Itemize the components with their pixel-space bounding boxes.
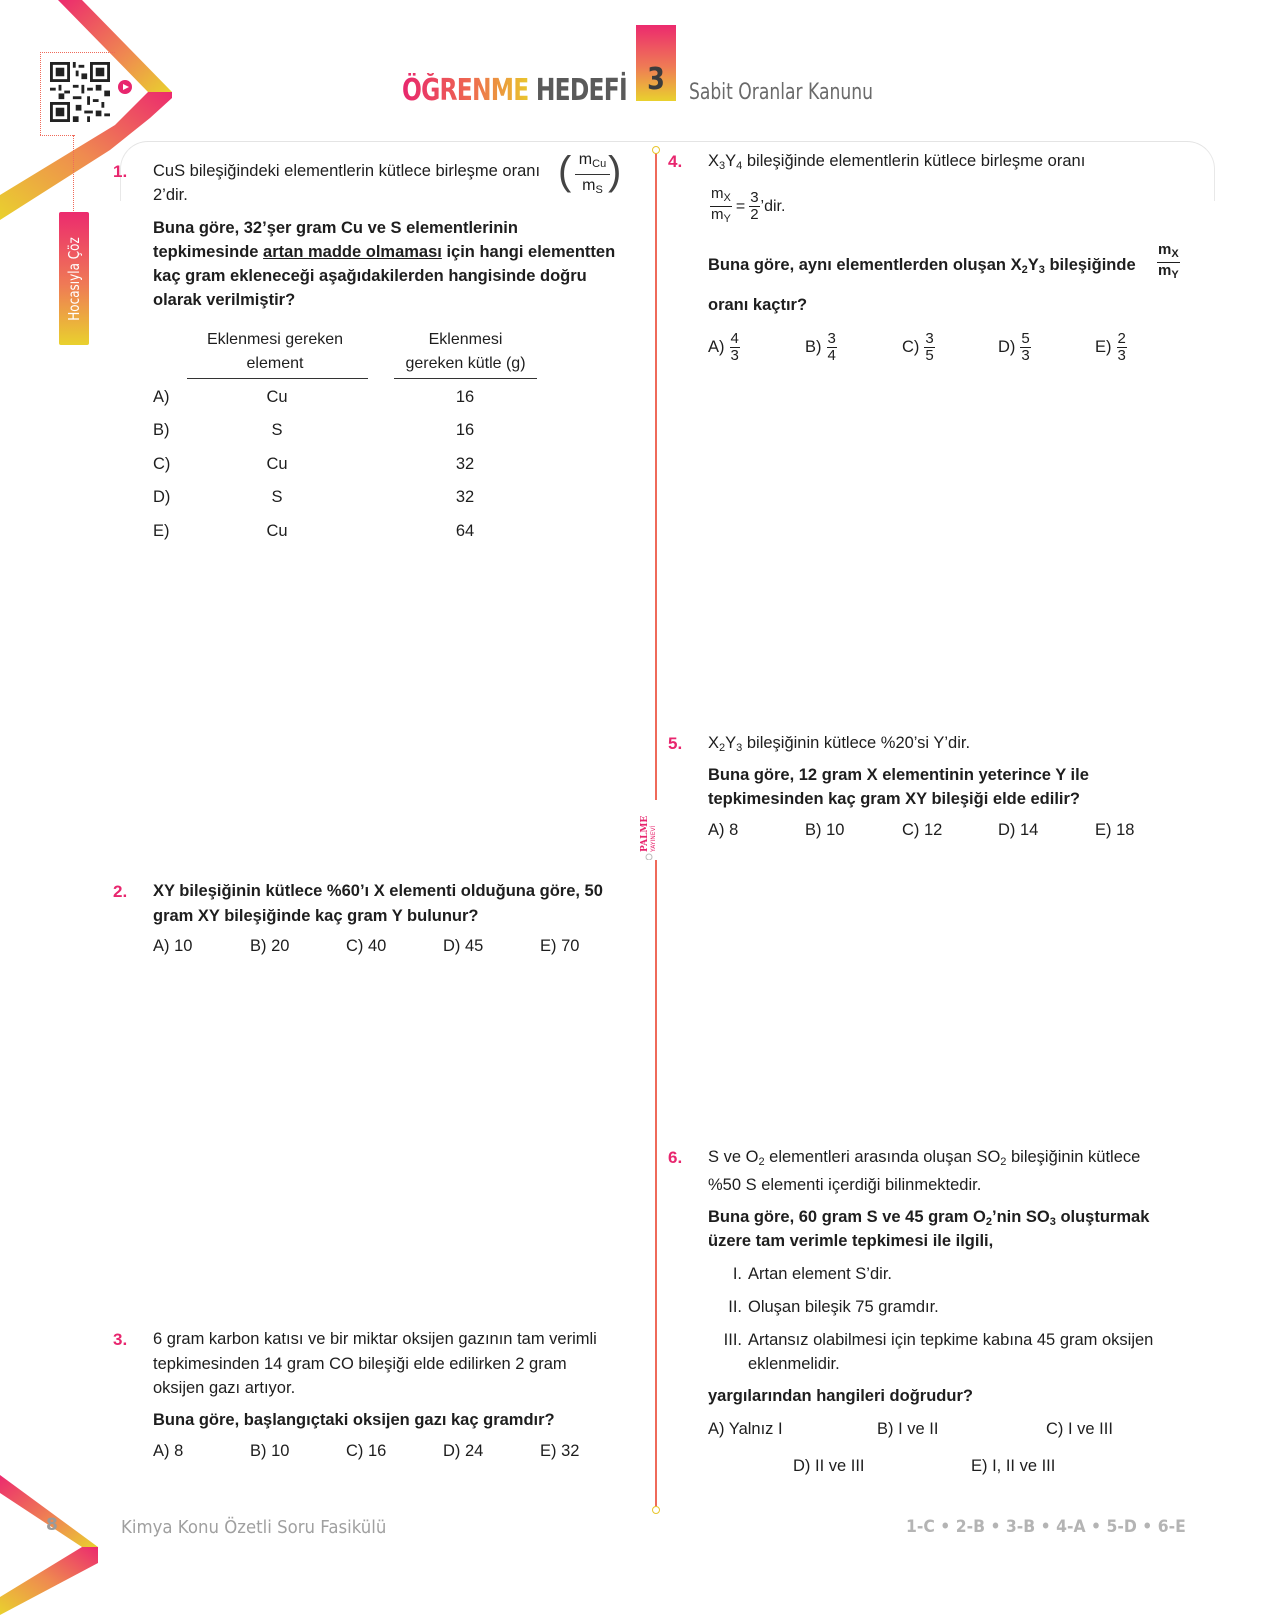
q3-line1: 6 gram karbon katısı ve bir miktar oksijen gazının tam verimli <box>153 1330 597 1348</box>
option-den: 5 <box>925 347 934 364</box>
option-num: 2 <box>1117 330 1126 347</box>
answer-option[interactable] <box>998 331 1031 364</box>
answer-option[interactable]: B) I ve II <box>877 1420 939 1438</box>
q4-prompt-b: bileşiğinde <box>1044 256 1136 274</box>
answer-option[interactable]: C) 12 <box>902 821 943 839</box>
option-num: 3 <box>925 330 934 347</box>
q3-line2: tepkimesinden 14 gram CO bileşiği elde edilirken 2 gram <box>153 1355 567 1373</box>
q4-prompt-a: Buna göre, aynı elementlerden oluşan X <box>708 256 1022 274</box>
option-element: Cu <box>266 455 288 473</box>
value-num: 3 <box>750 189 759 206</box>
q4-prompt-y-sub: 3 <box>1038 264 1045 276</box>
publisher-logo <box>638 800 660 860</box>
table-header-rule <box>394 378 537 379</box>
q5-x: X <box>708 734 720 752</box>
answer-option[interactable]: E) 18 <box>1095 821 1135 839</box>
answer-option[interactable]: A) 8 <box>708 821 739 839</box>
q4-prompt-y: Y <box>1027 256 1039 274</box>
answer-key: 1-C • 2-B • 3-B • 4-A • 5-D • 6-E <box>906 1517 1186 1537</box>
option-label: C) <box>153 455 171 473</box>
option-mass: 64 <box>455 522 475 540</box>
answer-option[interactable]: D) 24 <box>443 1442 484 1460</box>
side-tab-label: Hocasıyla Çöz <box>65 236 83 321</box>
answer-option[interactable]: E) 32 <box>540 1442 580 1460</box>
option-mass: 32 <box>455 488 475 506</box>
answer-option[interactable]: C) 16 <box>346 1442 387 1460</box>
option-den: 3 <box>1117 347 1126 364</box>
q2-prompt-l2: gram XY bileşiğinde kaç gram Y bulunur? <box>153 907 479 925</box>
q6-line2: %50 S elementi içerdiği bilinmektedir. <box>708 1176 982 1194</box>
qr-code-icon[interactable] <box>50 62 110 122</box>
qr-frame-bottom <box>40 135 75 136</box>
answer-option[interactable]: B) 10 <box>250 1442 290 1460</box>
answer-option[interactable]: A) 10 <box>153 937 193 955</box>
answer-option[interactable]: C) I ve III <box>1046 1420 1113 1438</box>
q5-y-sub: 3 <box>736 742 743 754</box>
option-label: E) <box>153 522 170 540</box>
q6-l1-sub1: 2 <box>758 1156 765 1168</box>
q4-value <box>749 190 759 223</box>
q6-line1 <box>708 1145 1140 1175</box>
ratio-num: m <box>1158 241 1172 258</box>
table-header-rule <box>187 378 368 379</box>
option-element: S <box>271 421 283 439</box>
option-num: 4 <box>730 330 739 347</box>
option-num: 5 <box>1021 330 1030 347</box>
q3-line3: oksijen gazı artıyor. <box>153 1379 296 1397</box>
answer-option[interactable]: C) 40 <box>346 937 387 955</box>
q1-line1 <box>153 159 540 184</box>
q4-line1 <box>708 149 1085 179</box>
q1-line2: 2’dir. <box>153 186 188 204</box>
q5-prompt-l2: tepkimesinden kaç gram XY bileşiği elde edilir? <box>708 790 1080 808</box>
ratio-den-sub: Y <box>1171 269 1179 281</box>
ratio-num: m <box>578 151 593 168</box>
ratio-den: m <box>711 206 724 223</box>
col2-line2: gereken kütle (g) <box>405 355 526 372</box>
q1-prompt-l2b: için hangi elementten <box>441 243 616 261</box>
q6-closing: yargılarından hangileri doğrudur? <box>708 1387 973 1405</box>
q5-line1 <box>708 731 970 761</box>
q5-line1-rest: bileşiğinin kütlece %20’si Y’dir. <box>742 734 971 752</box>
title-part2: HEDEFİ <box>535 73 627 108</box>
option-den: 3 <box>1021 347 1030 364</box>
solve-with-teacher-tab[interactable] <box>59 212 89 345</box>
q1-paren-left: ( <box>558 149 572 193</box>
answer-option[interactable]: D) II ve III <box>793 1457 865 1475</box>
q6-p-sub2: 3 <box>1049 1216 1056 1228</box>
question-number: 1. <box>113 162 128 181</box>
option-label: E) <box>1095 338 1112 356</box>
answer-option[interactable]: B) 10 <box>805 821 845 839</box>
q3-prompt: Buna göre, başlangıçtaki oksijen gazı kaç gramdır? <box>153 1411 555 1429</box>
answer-option[interactable] <box>1095 331 1127 364</box>
qr-connector-line <box>73 135 74 213</box>
statement-text-cont: eklenmelidir. <box>748 1355 840 1373</box>
objective-number: 3 <box>647 62 665 97</box>
statement-text: Oluşan bileşik 75 gramdır. <box>748 1298 939 1316</box>
q4-prompt-l1 <box>708 253 1136 283</box>
q4-mass-ratio <box>710 186 732 227</box>
answer-option[interactable] <box>805 331 837 364</box>
table-header-mass <box>393 328 538 376</box>
q6-l1-b: elementleri arasında oluşan SO <box>764 1148 1001 1166</box>
option-den: 3 <box>730 347 739 364</box>
q6-p-sub1: 2 <box>985 1216 992 1228</box>
q4-suffix: ’dir. <box>760 197 786 215</box>
option-den: 4 <box>827 347 836 364</box>
option-label: D) <box>153 488 171 506</box>
q4-y: Y <box>725 152 737 170</box>
answer-option[interactable] <box>708 331 740 364</box>
col2-line1: Eklenmesi <box>428 331 503 348</box>
q4-prompt-l2: oranı kaçtır? <box>708 296 808 314</box>
book-title: Kimya Konu Özetli Soru Fasikülü <box>121 1517 387 1538</box>
answer-option[interactable]: A) 8 <box>153 1442 184 1460</box>
answer-option[interactable]: B) 20 <box>250 937 290 955</box>
ratio-num-sub: X <box>723 192 731 204</box>
svg-text:PALME: PALME <box>640 815 650 852</box>
answer-option[interactable]: E) I, II ve III <box>971 1457 1056 1475</box>
q5-prompt-l1: Buna göre, 12 gram X elementinin yeterince Y ile <box>708 766 1089 784</box>
q1-ratio <box>575 150 610 201</box>
ratio-den-sub: Y <box>723 213 731 225</box>
q1-prompt-l2 <box>153 240 615 265</box>
col1-line1: Eklenmesi gereken <box>206 331 344 348</box>
q1-prompt-l1: Buna göre, 32’şer gram Cu ve S elementlerinin <box>153 219 518 237</box>
answer-option[interactable]: D) 14 <box>998 821 1039 839</box>
question-number: 2. <box>113 882 128 901</box>
statement-roman: III. <box>723 1331 742 1349</box>
option-num: 3 <box>827 330 836 347</box>
question-number: 6. <box>668 1148 683 1167</box>
q6-p-c: oluşturmak <box>1055 1208 1150 1226</box>
value-den: 2 <box>750 206 759 223</box>
ratio-den: m <box>582 177 596 194</box>
q4-y-sub: 4 <box>736 160 743 172</box>
divider-top-dot <box>652 146 660 154</box>
statement-roman: I. <box>732 1265 742 1283</box>
option-element: Cu <box>266 388 288 406</box>
title-part1: ÖĞRENME <box>402 73 529 108</box>
q1-stem-text: CuS bileşiğindeki elementlerin kütlece birleşme oranı <box>153 162 541 180</box>
q6-l1-sub2: 2 <box>1000 1156 1007 1168</box>
option-element: S <box>271 488 283 506</box>
q1-prompt-underlined: artan madde olmaması <box>263 243 442 261</box>
option-label: B) <box>805 338 822 356</box>
option-label: A) <box>708 338 725 356</box>
col1-line2: element <box>246 355 304 372</box>
answer-option[interactable]: A) Yalnız I <box>708 1420 783 1438</box>
q1-prompt-l4: olarak verilmiştir? <box>153 291 296 309</box>
page-number: 8 <box>46 1515 58 1535</box>
answer-option[interactable]: E) 70 <box>540 937 580 955</box>
q5-x-sub: 2 <box>719 742 726 754</box>
q4-x-sub: 3 <box>719 160 726 172</box>
question-number: 4. <box>668 152 683 171</box>
q4-prompt-x-sub: 2 <box>1021 264 1028 276</box>
statement-text: Artan element S’dir. <box>748 1265 892 1283</box>
ratio-num: m <box>711 185 724 202</box>
q4-ratio-equation <box>710 186 785 227</box>
q4-line1-rest: bileşiğinde elementlerin kütlece birleşme oranı <box>742 152 1086 170</box>
option-label: A) <box>153 388 170 406</box>
q6-l1-c: bileşiğinin kütlece <box>1006 1148 1141 1166</box>
q1-prompt-l3: kaç gram ekleneceği aşağıdakilerden hangisinde doğru <box>153 267 587 285</box>
option-mass: 16 <box>455 388 475 406</box>
q6-p-b: ’nin SO <box>991 1208 1050 1226</box>
answer-option[interactable] <box>902 331 935 364</box>
option-label: B) <box>153 421 170 439</box>
answer-option[interactable]: D) 45 <box>443 937 484 955</box>
question-number: 3. <box>113 1330 128 1349</box>
statement-roman: II. <box>728 1298 742 1316</box>
question-number: 5. <box>668 734 683 753</box>
table-header-element <box>185 328 365 376</box>
objective-number-badge <box>636 25 676 101</box>
q2-prompt-l1: XY bileşiğinin kütlece %60’ı X elementi olduğuna göre, 50 <box>153 882 603 900</box>
q6-prompt-l2: üzere tam verimle tepkimesi ile ilgili, <box>708 1232 994 1250</box>
option-mass: 32 <box>455 455 475 473</box>
divider-bottom-dot <box>652 1506 660 1514</box>
ratio-den-sub: S <box>595 184 603 196</box>
option-label: C) <box>902 338 920 356</box>
option-element: Cu <box>266 522 288 540</box>
q6-p-a: Buna göre, 60 gram S ve 45 gram O <box>708 1208 986 1226</box>
play-icon[interactable] <box>118 80 132 94</box>
q5-y: Y <box>725 734 737 752</box>
q4-prompt-ratio <box>1157 242 1180 283</box>
q4-x: X <box>708 152 720 170</box>
q6-l1-a: S ve O <box>708 1148 759 1166</box>
option-mass: 16 <box>455 421 475 439</box>
q1-paren-right: ) <box>608 149 622 193</box>
page-subtitle: Sabit Oranlar Kanunu <box>689 80 873 105</box>
q1-prompt-l2a: tepkimesinde <box>153 243 264 261</box>
option-label: D) <box>998 338 1016 356</box>
ratio-num-sub: X <box>1171 248 1179 260</box>
svg-text:YAYINEVİ: YAYINEVİ <box>650 825 657 852</box>
statement-text: Artansız olabilmesi için tepkime kabına 45 gram oksijen <box>748 1331 1154 1349</box>
page-title <box>402 73 627 108</box>
ratio-num-sub: Cu <box>592 158 607 170</box>
ratio-den: m <box>1158 262 1172 279</box>
equals-sign: = <box>735 197 746 215</box>
